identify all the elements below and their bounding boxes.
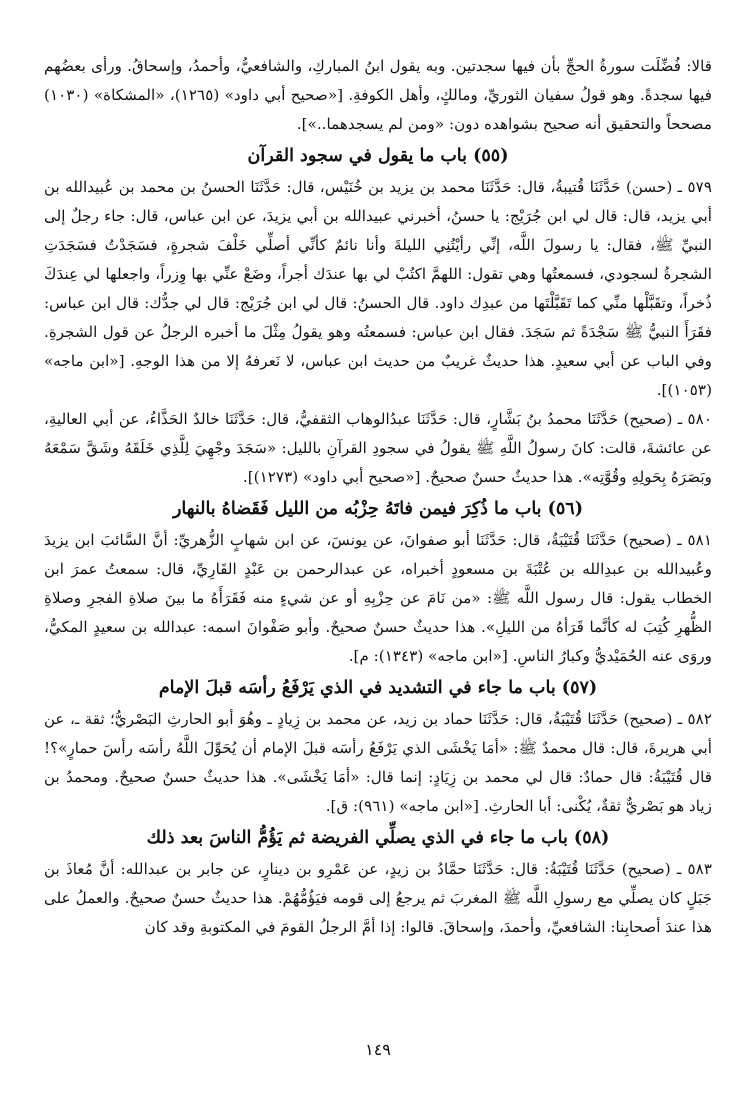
chapter-heading-57: (٥٧) باب ما جاء في التشديد في الذي يَرْفَعُ رأسَه قبلَ الإمام — [158, 678, 598, 698]
chapter-heading-56: (٥٦) باب ما ذُكِرَ فيمن فاتَهُ حِزْبُه من الليل فَقَضاهُ بالنهار — [172, 499, 583, 519]
paragraph-continuation: قالا: فُضِّلَت سورةُ الحجِّ بأن فيها سجدتين. وبه يقول ابنُ المباركِ، والشافعيُّ، وأحمدُ، وإسحاقُ. ورأى بعضُهم فيها سجدةً. وهو قولُ سفيان الثوريِّ، ومالكٍ، وأهل الكوفةِ. [«صحيح أبي داود» (١٢٦٥)، «المشكاة» (١٠٣٠) مصححاً والتحقيق أنه صحيح بشواهده دون: «ومن لم يسجدهما..»]. — [44, 57, 713, 133]
page-body — [44, 52, 712, 942]
hadith-582: ٥٨٢ ـ (صحيح) حَدَّثَنَا قُتَيْبَةُ، قال: حَدَّثَنَا حماد بن زيد، عن محمد بن زِيادٍ ـ وهُوَ أبو الحارثِ البَصْريُّ؛ ثقة ـ، عن أبي هريرةَ، قال: قال محمدٌ ﷺ: «أمَا يَخْشَى الذي يَرْفَعُ رأسَه قبلَ الإمام أن يُحَوِّلَ اللَّهُ رأسَه رأسَ حمارٍ»؟! قال قُتَيْبَةُ: قال حمادٌ: قال لي محمد بن زِيَادٍ: إنما قال: «أمَا يَخْشَى». هذا حديثٌ حسنٌ صحيحٌ. ومحمدُ بن زياد هو بَصْريٌّ ثقةٌ، يُكْنى: أبا الحارثِ. [«ابن ماجه» (٩٦١): ق]. — [44, 710, 712, 815]
page-number: ١٤٩ — [365, 1040, 391, 1059]
hadith-579: ٥٧٩ ـ (حسن) حَدَّثَنَا قُتيبةُ، قال: حَدَّثَنَا محمد بن يزيد بن خُنَيْس، قال: حَدَّثَنَا الحسنُ بن محمد بن عُبيدالله بن أبي يزيد، قال: قال لي ابن جُرَيْج: يا حسنُ، أخبرني عبيدالله بن أبي يزيدَ، عن ابن عباس، قال: جاء رجلٌ إلى النبيِّ ﷺ، فقال: يا رسولَ اللَّه، إنِّي رأيْتُنِي الليلةَ وأنا نائمٌ كأنِّي أصلِّي خَلْفَ شجرةٍ، فسَجَدْتُ فسَجَدَتِ الشجرةُ لسجودي، فسمعتُها وهي تقول: اللهمَّ اكتُبْ لي بها عندَك أجراً، وضَعْ عنِّي بها وِزراً، واجعلها لي عِندَكَ ذُخراً، وتقَبَّلْها منِّي كما تَقَبَّلْتَها من عبدِك داود. قال الحسنُ: قال لي ابن جُرَيْج: قال لي جدُّك: قال ابن عباس: فقَرَأَ النبيُّ ﷺ سَجْدَةً ثم سَجَدَ. فقال ابن عباس: فسمعتُه وهو يقولُ مِثْلَ ما أخبره الرجلُ عن قول الشجرةِ. وفي الباب عن أبي سعيدٍ. هذا حديثٌ غريبٌ من حديث ابن عباس، لا نَعرفهُ إلا من هذا الوجهِ. [«ابن ماجه» (١٠٥٣)]. — [44, 178, 712, 399]
hadith-583: ٥٨٣ ـ (صحيح) حَدَّثَنَا قُتَيْبَةُ: قال: حَدَّثَنَا حمَّادُ بن زيدٍ، عن عَمْرِو بن دينارٍ، عن جابر بن عبدالله: أنَّ مُعاذَ بن جَبَلٍ كان يصلِّي مع رسولِ اللَّه ﷺ المغربَ ثم يرجعُ إلى قومه فيَؤُمُّهُمْ. هذا حديثٌ حسنٌ صحيحٌ. والعملُ على هذا عندَ أصحابِنا: الشافعيِّ، وأحمدَ، وإسحاقَ. قالوا: إذا أمَّ الرجلُ القومَ في المكتوبةِ وقد كان — [44, 860, 712, 936]
hadith-581: ٥٨١ ـ (صحيح) حَدَّثَنَا قُتَيْبَةُ، قال: حَدَّثَنَا أبو صفوانَ، عن يونسَ، عن ابن شهابٍ الزُّهريِّ: أنَّ السَّائبَ ابن يزيدَ وعُبيدالله بن عبدِالله بن عُتْبَةَ بن مسعودٍ أخبراه، عن عبدالرحمن بن عَبْدٍ القَارِيِّ، قال: سمعتُ عمرَ ابن الخطاب يقول: قال رسول اللَّه ﷺ: «من نَامَ عن حِزْبِهِ أو عن شيءٍ منه فَقَرَأَهُ ما بينَ صلاةِ الفجرِ وصلاةِ الظُّهرِ كُتِبَ له كأنَّما قَرَأهُ من الليلِ». هذا حديثٌ حسنٌ صحيحٌ. وأبو صَفْوانَ اسمه: عبدالله بن سعيدٍ المكيُّ، وروَى عنه الحُمَيْديُّ وكبارُ الناسِ. [«ابن ماجه» (١٣٤٣): م]. — [44, 531, 712, 665]
chapter-heading-58: (٥٨) باب ما جاء في الذي يصلِّي الفريضة ثم يَؤُمُّ الناسَ بعد ذلك — [146, 828, 610, 848]
hadith-580: ٥٨٠ ـ (صحيح) حَدَّثَنَا محمدُ بنُ بَشَّارٍ، قال: حَدَّثَنَا عبدُالوهاب الثقفيُّ، قال: حَدَّثَنَا خالدٌ الحَذَّاءُ، عن أبي العاليةِ، عن عائشةَ، قالت: كانَ رسولُ اللَّهِ ﷺ يقولُ في سجودِ القرآنِ بالليل: «سَجَدَ وجْهِيَ لِلَّذِي خَلَقَهُ وشَقَّ سَمْعَهُ وبَصَرَهُ بِحَولِهِ وقُوَّتِه». هذا حديثٌ حسنٌ صحيحٌ. [«صحيح أبي داود» (١٢٧٣)]. — [44, 410, 712, 486]
chapter-heading-55: (٥٥) باب ما يقول في سجود القرآن — [247, 146, 509, 166]
